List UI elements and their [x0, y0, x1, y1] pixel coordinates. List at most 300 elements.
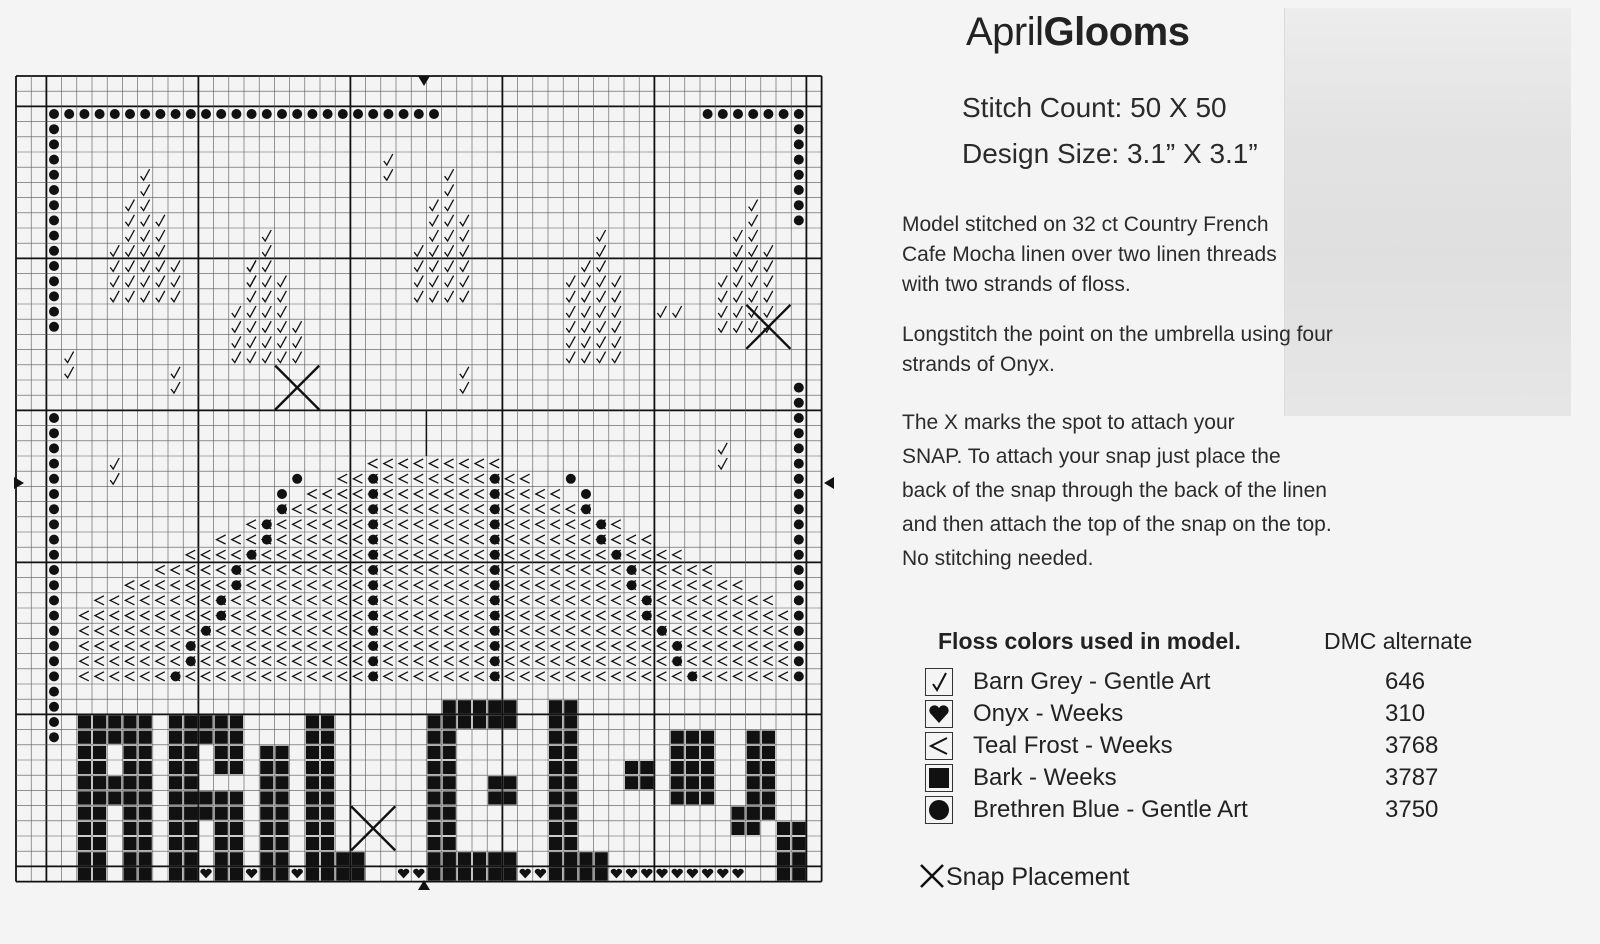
square-stitch: [230, 807, 243, 820]
triangle-stitch: [536, 550, 545, 559]
triangle-stitch: [399, 520, 408, 529]
circle-stitch: [262, 519, 272, 529]
triangle-stitch: [414, 520, 423, 529]
square-stitch: [78, 776, 91, 789]
square-stitch: [747, 822, 760, 835]
snap-placement-key: [918, 862, 1129, 892]
square-stitch: [321, 746, 334, 759]
triangle-stitch: [384, 535, 393, 544]
triangle-stitch: [353, 474, 362, 483]
circle-stitch: [49, 489, 59, 499]
heart-stitch: [732, 869, 743, 879]
triangle-stitch: [627, 657, 636, 666]
check-stitch: [445, 245, 454, 256]
circle-stitch: [277, 504, 287, 514]
triangle-stitch: [521, 505, 530, 514]
square-stitch: [321, 791, 334, 804]
triangle-stitch: [156, 657, 165, 666]
circle-stitch: [794, 109, 804, 119]
triangle-stitch: [201, 672, 210, 681]
square-stitch: [275, 852, 288, 865]
triangle-stitch: [779, 657, 788, 666]
circle-stitch: [49, 291, 59, 301]
circle-stitch: [49, 717, 59, 727]
triangle-stitch: [293, 520, 302, 529]
triangle-stitch: [581, 672, 590, 681]
triangle-stitch: [277, 565, 286, 574]
triangle-stitch: [581, 565, 590, 574]
triangle-stitch: [414, 596, 423, 605]
square-stitch: [199, 715, 212, 728]
circle-stitch: [763, 109, 773, 119]
check-stitch: [110, 291, 119, 302]
heart-stitch: [398, 869, 409, 879]
circle-stitch: [49, 687, 59, 697]
circle-stitch: [49, 200, 59, 210]
triangle-stitch: [566, 550, 575, 559]
triangle-stitch: [551, 672, 560, 681]
square-stitch: [443, 791, 456, 804]
check-stitch: [247, 276, 256, 287]
triangle-stitch: [521, 474, 530, 483]
check-stitch: [141, 260, 150, 271]
triangle-stitch: [445, 611, 454, 620]
triangle-stitch: [475, 474, 484, 483]
triangle-stitch: [718, 611, 727, 620]
triangle-stitch: [262, 565, 271, 574]
check-stitch: [673, 306, 682, 317]
triangle-stitch: [384, 672, 393, 681]
circle-stitch: [794, 656, 804, 666]
circle-stitch: [49, 702, 59, 712]
triangle-stitch: [323, 641, 332, 650]
triangle-stitch: [703, 641, 712, 650]
legend-row: [925, 796, 1505, 826]
circle-stitch: [794, 489, 804, 499]
circle-stitch: [794, 170, 804, 180]
square-stitch: [321, 837, 334, 850]
triangle-stitch: [186, 565, 195, 574]
triangle-stitch: [277, 520, 286, 529]
square-stitch: [260, 791, 273, 804]
check-stitch: [65, 367, 74, 378]
snap-x-mark: [746, 305, 790, 349]
triangle-stitch: [445, 641, 454, 650]
square-stitch: [108, 715, 121, 728]
triangle-stitch: [156, 641, 165, 650]
square-stitch: [686, 746, 699, 759]
square-stitch: [427, 852, 440, 865]
check-stitch: [612, 336, 621, 347]
square-stitch: [215, 837, 228, 850]
triangle-stitch: [536, 641, 545, 650]
square-stitch: [458, 715, 471, 728]
square-stitch: [275, 791, 288, 804]
circle-stitch: [794, 535, 804, 545]
check-stitch: [110, 260, 119, 271]
square-stitch: [443, 731, 456, 744]
circle-stitch: [368, 611, 378, 621]
square-stitch: [78, 761, 91, 774]
triangle-stitch: [95, 626, 104, 635]
check-stitch: [277, 321, 286, 332]
triangle-stitch: [262, 626, 271, 635]
square-stitch: [686, 761, 699, 774]
circle-stitch: [186, 109, 196, 119]
square-stitch: [230, 731, 243, 744]
triangle-stitch: [308, 505, 317, 514]
triangle-stitch: [551, 550, 560, 559]
triangle-stitch: [505, 626, 514, 635]
square-stitch: [427, 746, 440, 759]
triangle-stitch: [399, 611, 408, 620]
check-stitch: [566, 306, 575, 317]
square-stitch: [78, 837, 91, 850]
triangle-stitch: [460, 672, 469, 681]
square-stitch: [686, 776, 699, 789]
triangle-stitch: [688, 581, 697, 590]
square-stitch: [78, 791, 91, 804]
circle-stitch: [794, 474, 804, 484]
triangle-stitch: [338, 581, 347, 590]
legend-dmc-header: DMC alternate: [1324, 628, 1473, 654]
square-stitch: [93, 746, 106, 759]
triangle-stitch: [536, 672, 545, 681]
triangle-stitch: [217, 657, 226, 666]
triangle-stitch: [703, 565, 712, 574]
triangle-stitch: [779, 611, 788, 620]
square-stitch: [336, 867, 349, 880]
triangle-stitch: [597, 611, 606, 620]
check-stitch: [141, 184, 150, 195]
triangle-stitch: [460, 626, 469, 635]
snap-placement-label: Snap Placement: [946, 863, 1130, 891]
triangle-stitch: [749, 596, 758, 605]
instruction-line: Cafe Mocha linen over two linen threads: [902, 243, 1277, 266]
square-stitch: [169, 776, 182, 789]
check-stitch: [262, 352, 271, 363]
triangle-stitch: [262, 596, 271, 605]
triangle-stitch: [475, 489, 484, 498]
triangle-stitch: [338, 657, 347, 666]
triangle-stitch: [551, 626, 560, 635]
check-stitch: [429, 230, 438, 241]
square-stitch: [503, 852, 516, 865]
square-stitch: [184, 867, 197, 880]
square-stitch: [473, 852, 486, 865]
check-stitch: [429, 200, 438, 211]
circle-stitch: [794, 413, 804, 423]
triangle-stitch: [323, 565, 332, 574]
triangle-stitch: [277, 596, 286, 605]
triangle-stitch: [338, 474, 347, 483]
check-stitch: [733, 245, 742, 256]
circle-stitch: [794, 398, 804, 408]
heart-stitch: [535, 869, 546, 879]
triangle-stitch: [323, 611, 332, 620]
check-stitch: [156, 260, 165, 271]
triangle-stitch: [277, 581, 286, 590]
check-stitch: [232, 352, 241, 363]
circle-stitch: [368, 535, 378, 545]
triangle-stitch: [445, 520, 454, 529]
triangle-stitch: [445, 596, 454, 605]
triangle-stitch: [521, 641, 530, 650]
snap-x-mark: [351, 806, 395, 850]
check-stitch: [460, 367, 469, 378]
square-stitch: [564, 852, 577, 865]
triangle-stitch: [673, 581, 682, 590]
triangle-stitch: [597, 550, 606, 559]
square-stitch: [731, 807, 744, 820]
triangle-stitch: [232, 657, 241, 666]
circle-stitch: [49, 109, 59, 119]
circle-stitch: [49, 459, 59, 469]
circle-stitch: [49, 322, 59, 332]
triangle-stitch: [475, 672, 484, 681]
circle-stitch: [49, 215, 59, 225]
triangle-stitch: [338, 611, 347, 620]
square-icon: [925, 764, 953, 792]
triangle-stitch: [80, 626, 89, 635]
square-stitch: [701, 731, 714, 744]
check-stitch: [110, 473, 119, 484]
square-stitch: [123, 731, 136, 744]
triangle-stitch: [384, 596, 393, 605]
triangle-stitch: [399, 489, 408, 498]
check-stitch: [247, 321, 256, 332]
square-stitch: [169, 715, 182, 728]
circle-stitch: [794, 641, 804, 651]
square-stitch: [184, 852, 197, 865]
circle-stitch: [171, 671, 181, 681]
triangle-stitch: [460, 581, 469, 590]
circle-icon: [925, 796, 953, 824]
triangle-stitch: [521, 550, 530, 559]
triangle-stitch: [323, 489, 332, 498]
triangle-stitch: [566, 505, 575, 514]
triangle-stitch: [353, 672, 362, 681]
triangle-stitch: [125, 672, 134, 681]
circle-stitch: [49, 246, 59, 256]
circle-stitch: [140, 109, 150, 119]
triangle-stitch: [581, 535, 590, 544]
triangle-stitch: [125, 596, 134, 605]
square-stitch: [93, 837, 106, 850]
circle-stitch: [794, 580, 804, 590]
triangle-stitch: [521, 657, 530, 666]
triangle-stitch: [703, 611, 712, 620]
square-stitch: [762, 746, 775, 759]
square-stitch: [762, 731, 775, 744]
triangle-stitch: [642, 565, 651, 574]
check-stitch: [597, 321, 606, 332]
circle-stitch: [368, 504, 378, 514]
check-stitch: [566, 352, 575, 363]
triangle-stitch: [521, 611, 530, 620]
check-stitch: [262, 336, 271, 347]
square-stitch: [503, 715, 516, 728]
triangle-stitch: [597, 581, 606, 590]
triangle-stitch: [445, 581, 454, 590]
triangle-stitch: [293, 581, 302, 590]
circle-stitch: [490, 641, 500, 651]
triangle-stitch: [642, 535, 651, 544]
square-stitch: [275, 822, 288, 835]
triangle-stitch: [293, 672, 302, 681]
circle-stitch: [490, 519, 500, 529]
circle-stitch: [79, 109, 89, 119]
triangle-stitch: [551, 657, 560, 666]
square-stitch: [169, 761, 182, 774]
triangle-stitch: [338, 520, 347, 529]
triangle-stitch: [262, 611, 271, 620]
stitch-count: Stitch Count: 50 X 50: [962, 92, 1227, 123]
square-stitch: [792, 837, 805, 850]
triangle-stitch: [566, 672, 575, 681]
square-stitch: [488, 852, 501, 865]
triangle-stitch: [353, 535, 362, 544]
square-stitch: [549, 715, 562, 728]
square-stitch: [549, 837, 562, 850]
square-stitch: [93, 731, 106, 744]
check-stitch: [141, 276, 150, 287]
instructions-snap: [902, 406, 1332, 576]
triangle-stitch: [141, 672, 150, 681]
square-stitch: [139, 837, 152, 850]
triangle-stitch: [429, 596, 438, 605]
triangle-stitch: [384, 474, 393, 483]
check-stitch: [110, 458, 119, 469]
check-stitch: [414, 291, 423, 302]
triangle-stitch: [764, 641, 773, 650]
triangle-stitch: [338, 565, 347, 574]
square-stitch: [777, 837, 790, 850]
triangle-stitch: [429, 581, 438, 590]
check-stitch: [718, 291, 727, 302]
square-stitch: [169, 731, 182, 744]
triangle-stitch: [703, 657, 712, 666]
triangle-stitch: [156, 611, 165, 620]
floss-name: Onyx - Weeks: [973, 700, 1124, 727]
triangle-stitch: [460, 596, 469, 605]
square-stitch: [199, 731, 212, 744]
circle-stitch: [383, 109, 393, 119]
triangle-stitch: [141, 581, 150, 590]
square-stitch: [108, 776, 121, 789]
square-stitch: [78, 867, 91, 880]
triangle-stitch: [232, 626, 241, 635]
circle-stitch: [490, 580, 500, 590]
triangle-stitch: [338, 641, 347, 650]
square-stitch: [427, 791, 440, 804]
square-stitch: [93, 791, 106, 804]
square-stitch: [762, 807, 775, 820]
square-stitch: [443, 776, 456, 789]
square-stitch: [640, 761, 653, 774]
triangle-stitch: [733, 596, 742, 605]
triangle-stitch: [323, 505, 332, 514]
square-stitch: [443, 715, 456, 728]
triangle-stitch: [308, 535, 317, 544]
square-stitch: [139, 731, 152, 744]
square-stitch: [564, 700, 577, 713]
check-stitch: [612, 276, 621, 287]
triangle-stitch: [353, 505, 362, 514]
triangle-stitch: [429, 489, 438, 498]
square-stitch: [306, 776, 319, 789]
triangle-stitch: [551, 520, 560, 529]
check-stitch: [612, 321, 621, 332]
triangle-stitch: [581, 626, 590, 635]
triangle-stitch: [505, 474, 514, 483]
triangle-stitch: [536, 596, 545, 605]
check-stitch: [125, 215, 134, 226]
triangle-stitch: [308, 520, 317, 529]
square-stitch: [503, 791, 516, 804]
square-stitch: [123, 746, 136, 759]
legend-row: [925, 668, 1505, 698]
square-stitch: [427, 822, 440, 835]
circle-stitch: [794, 459, 804, 469]
check-stitch: [718, 458, 727, 469]
circle-stitch: [171, 109, 181, 119]
square-stitch: [169, 852, 182, 865]
heart-icon: [925, 700, 953, 728]
check-stitch: [718, 276, 727, 287]
triangle-stitch: [657, 641, 666, 650]
triangle-stitch: [460, 474, 469, 483]
square-stitch: [93, 807, 106, 820]
triangle-stitch: [338, 626, 347, 635]
circle-stitch: [794, 595, 804, 605]
triangle-stitch: [475, 581, 484, 590]
square-stitch: [747, 791, 760, 804]
check-stitch: [764, 276, 773, 287]
circle-stitch: [110, 109, 120, 119]
triangle-stitch: [779, 641, 788, 650]
square-stitch: [488, 791, 501, 804]
circle-stitch: [399, 109, 409, 119]
triangle-stitch: [521, 626, 530, 635]
square-stitch: [549, 700, 562, 713]
triangle-stitch: [384, 489, 393, 498]
square-stitch: [139, 791, 152, 804]
triangle-stitch: [551, 596, 560, 605]
circle-stitch: [794, 428, 804, 438]
check-stitch: [141, 200, 150, 211]
triangle-stitch: [612, 657, 621, 666]
square-stitch: [78, 746, 91, 759]
square-stitch: [215, 731, 228, 744]
circle-stitch: [687, 671, 697, 681]
circle-stitch: [216, 595, 226, 605]
triangle-stitch: [718, 581, 727, 590]
triangle-stitch: [627, 550, 636, 559]
square-stitch: [215, 852, 228, 865]
check-stitch: [749, 215, 758, 226]
triangle-stitch: [232, 672, 241, 681]
triangle-stitch: [612, 596, 621, 605]
square-stitch: [503, 776, 516, 789]
triangle-stitch: [749, 641, 758, 650]
pattern-title: [966, 10, 1189, 55]
check-stitch: [156, 276, 165, 287]
square-stitch: [139, 715, 152, 728]
triangle-stitch: [399, 474, 408, 483]
check-stitch: [384, 169, 393, 180]
circle-stitch: [794, 215, 804, 225]
